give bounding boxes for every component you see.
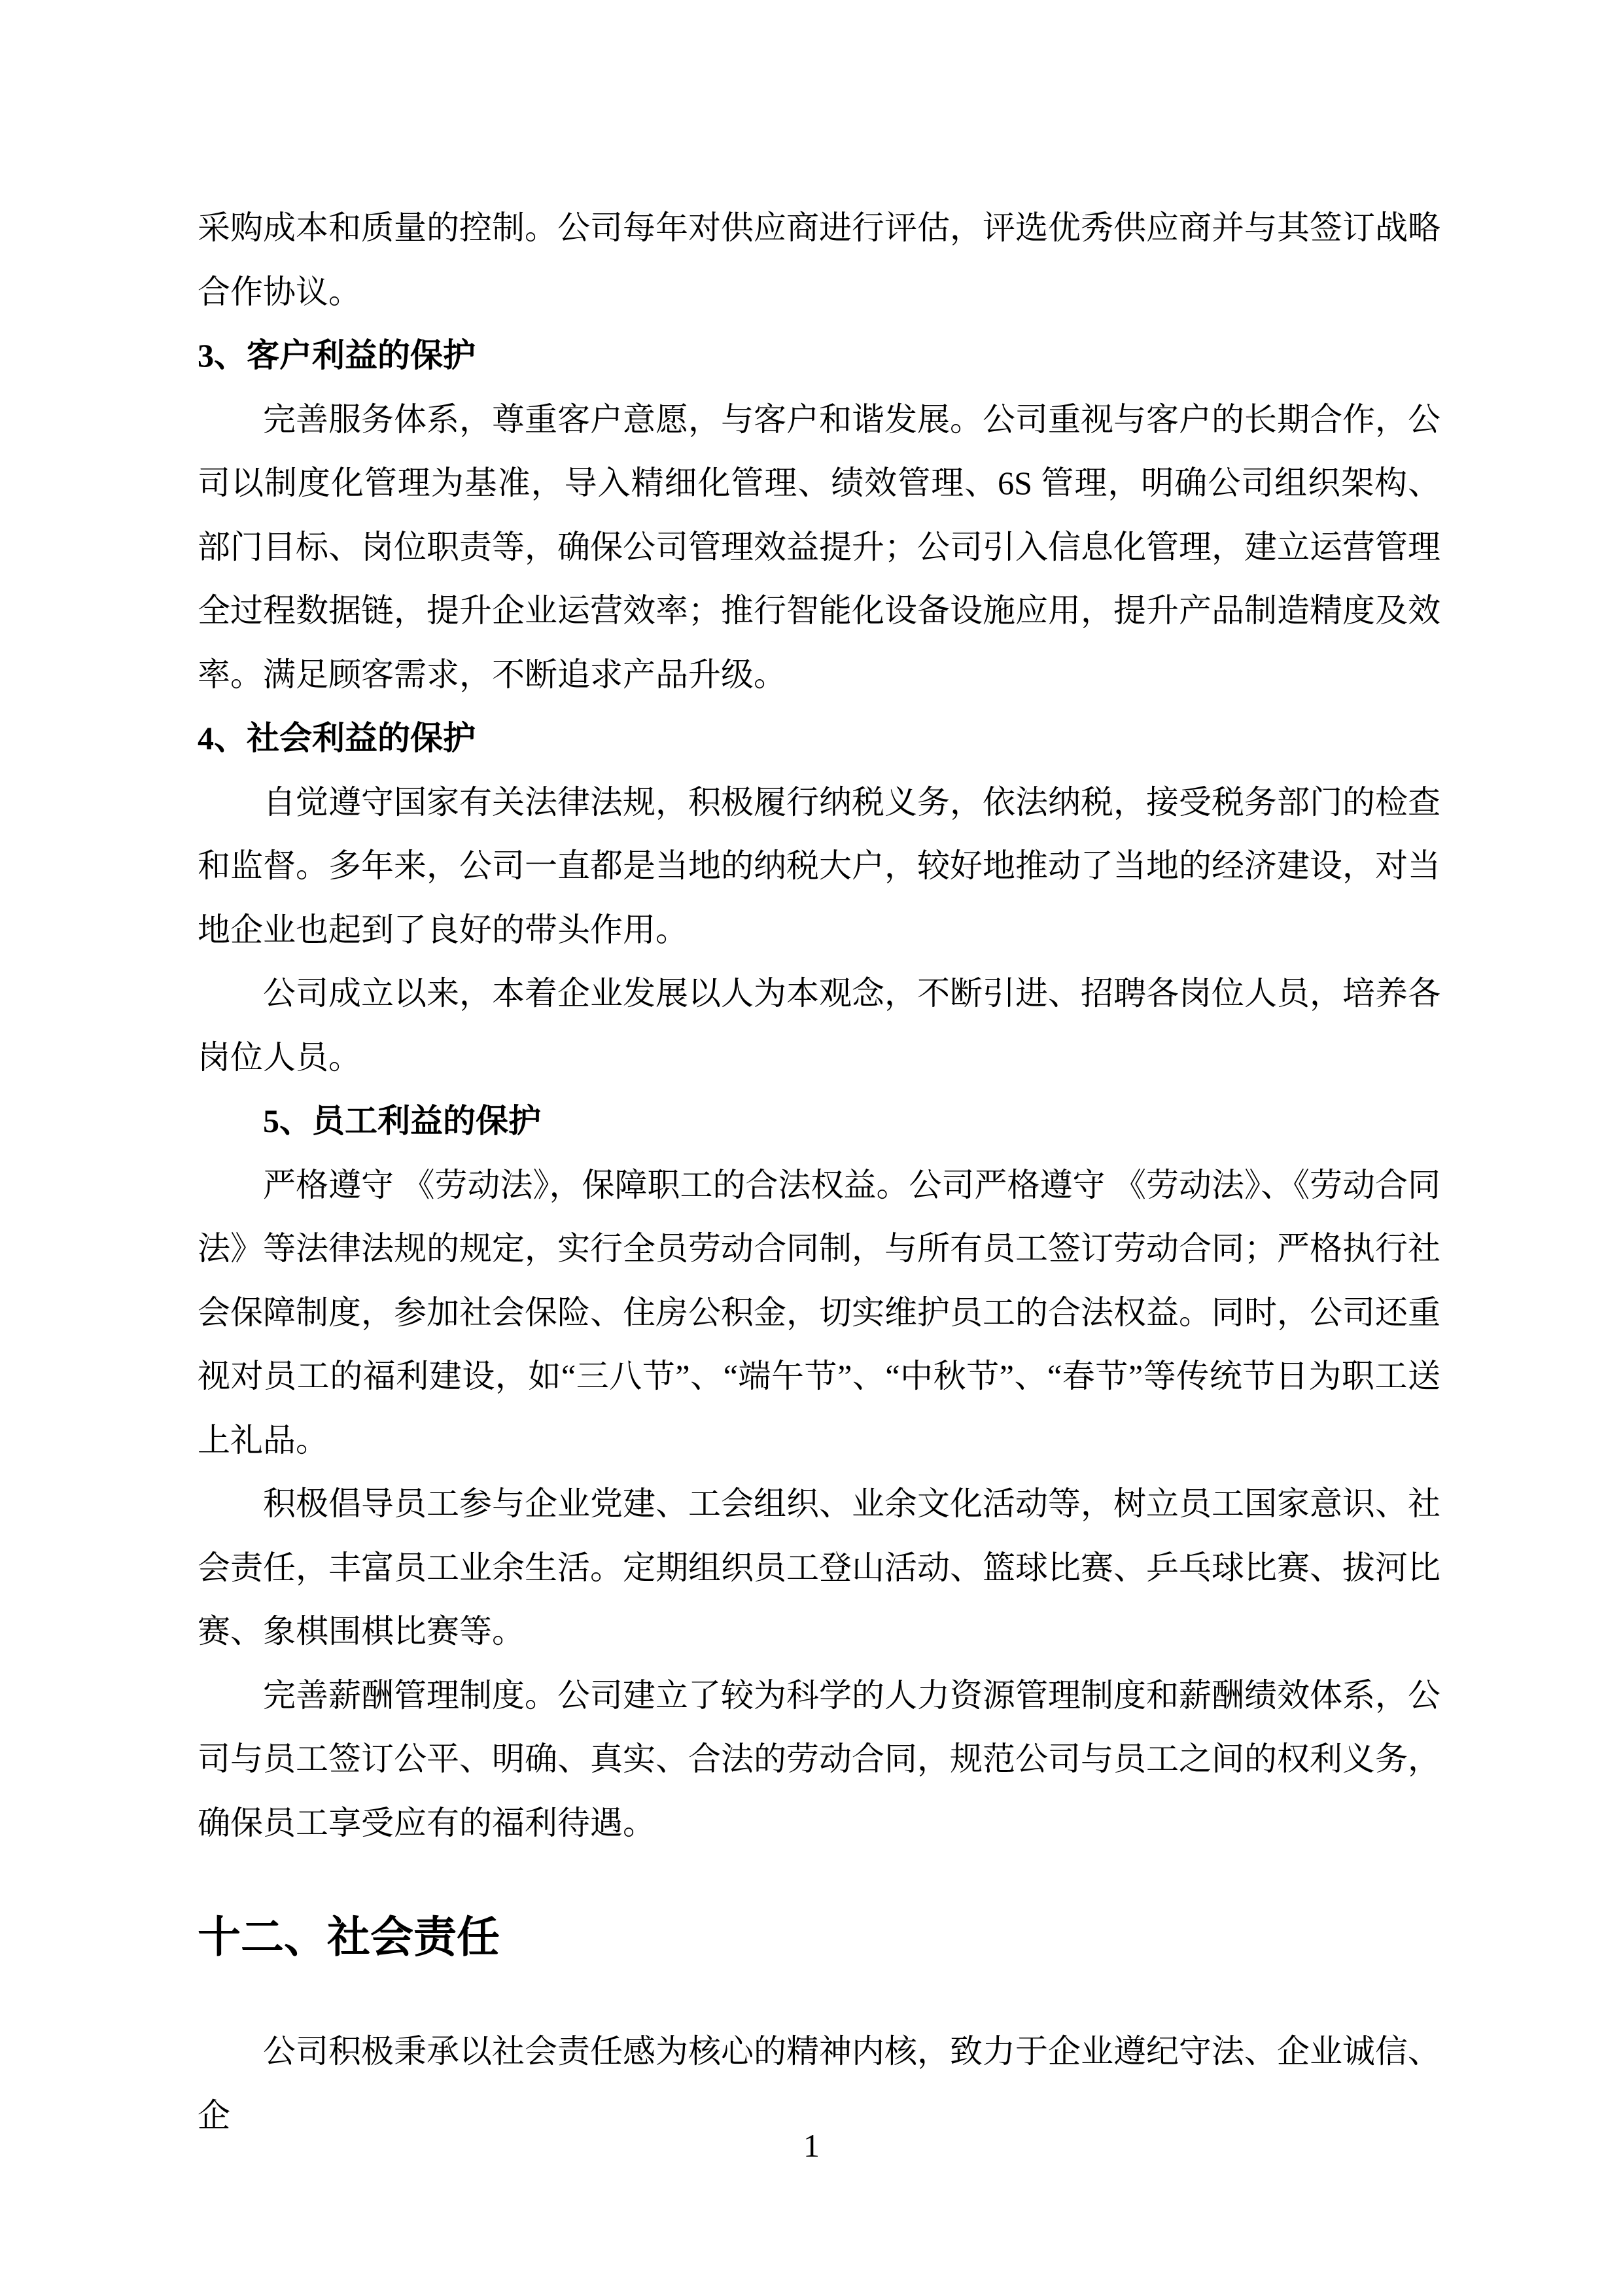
section-heading: 5、员工利益的保护	[263, 1103, 541, 1139]
section-heading: 3、客户利益的保护	[198, 337, 476, 374]
paragraph: 完善薪酬管理制度。公司建立了较为科学的人力资源管理制度和薪酬绩效体系，公司与员工签订公平、明确、真实、合法的劳动合同，规范公司与员工之间的权利义务，确保员工享受应有的福利待遇。	[198, 1676, 1440, 1841]
paragraph: 积极倡导员工参与企业党建、工会组织、业余文化活动等，树立员工国家意识、社会责任，丰富员工业余生活。定期组织员工登山活动、篮球比赛、乒乓球比赛、拔河比赛、象棋围棋比赛等。	[198, 1485, 1440, 1650]
paragraph: 公司成立以来，本着企业发展以人为本观念，不断引进、招聘各岗位人员，培养各岗位人员。	[198, 975, 1440, 1076]
chapter-heading: 十二、社会责任	[198, 1914, 500, 1962]
document-content	[198, 196, 1440, 2147]
paragraph: 自觉遵守国家有关法律法规，积极履行纳税义务，依法纳税，接受税务部门的检查和监督。多年来，公司一直都是当地的纳税大户，较好地推动了当地的经济建设，对当地企业也起到了良好的带头作用。	[198, 783, 1440, 948]
paragraph: 严格遵守 《劳动法》，保障职工的合法权益。公司严格遵守 《劳动法》、《劳动合同法》等法律法规的规定，实行全员劳动合同制，与所有员工签订劳动合同；严格执行社会保障制度，参加社会保险、住房公积金，切实维护员工的合法权益。同时，公司还重视对员工的福利建设，如“三八节”、“端午节”、“中秋节”、“春节”等传统节日为职工送上礼品。	[198, 1166, 1440, 1458]
page-footer	[0, 2114, 1623, 2178]
section-heading: 4、社会利益的保护	[198, 720, 476, 756]
paragraph: 完善服务体系，尊重客户意愿，与客户和谐发展。公司重视与客户的长期合作，公司以制度化管理为基准，导入精细化管理、绩效管理、6S 管理，明确公司组织架构、部门目标、岗位职责等，确保公司管理效益提升；公司引入信息化管理，建立运营管理全过程数据链，提升企业运营效率；推行智能化设备设施应用，提升产品制造精度及效率。满足顾客需求，不断追求产品升级。	[198, 400, 1440, 693]
page-number: 1	[803, 2127, 820, 2164]
paragraph: 公司积极秉承以社会责任感为核心的精神内核，致力于企业遵纪守法、企业诚信、企	[198, 2033, 1440, 2134]
paragraph: 采购成本和质量的控制。公司每年对供应商进行评估，评选优秀供应商并与其签订战略合作协议。	[198, 209, 1440, 310]
